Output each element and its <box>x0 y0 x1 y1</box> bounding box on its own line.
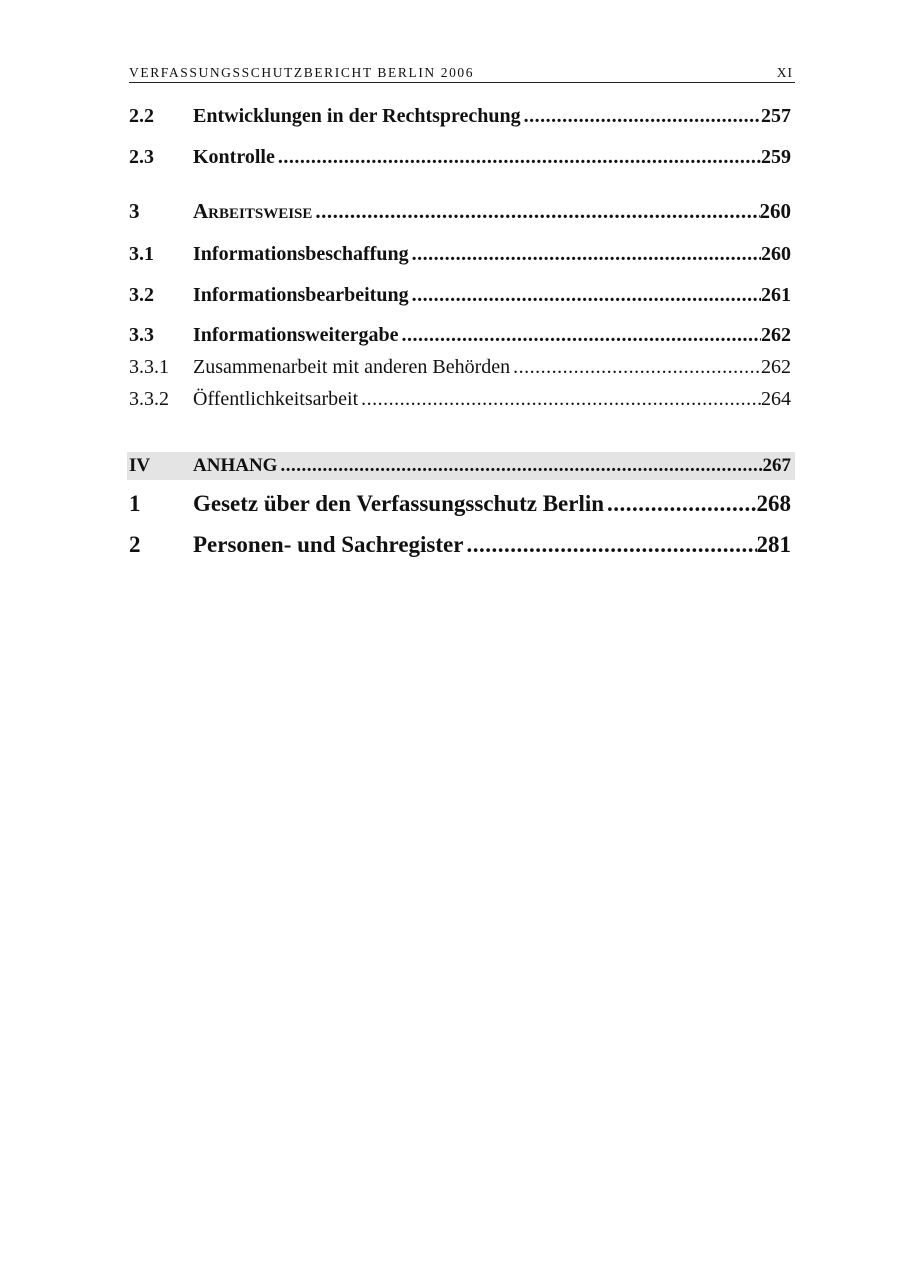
toc-entry-title: ANHANG <box>193 455 278 476</box>
toc-entry-number: 3.3 <box>129 324 154 346</box>
toc-entry-title: Informationsbearbeitung <box>193 284 409 306</box>
toc-dot-leader <box>280 455 762 477</box>
toc-dot-leader <box>278 146 761 169</box>
toc-entry-title: Entwicklungen in der Rechtsprechung <box>193 105 521 127</box>
toc-entry-title: Informationsweitergabe <box>193 324 399 346</box>
toc-dot-leader <box>402 324 761 347</box>
toc-dot-leader <box>412 284 761 307</box>
toc-appendix-entry[interactable] <box>127 452 795 480</box>
toc-entry-title: Kontrolle <box>193 146 275 168</box>
toc-entry-number: 3.1 <box>129 243 154 265</box>
toc-dot-leader <box>361 388 761 411</box>
toc-dot-leader <box>412 243 761 266</box>
toc-entry-title: Öffentlichkeitsarbeit <box>193 388 359 410</box>
toc-dot-leader <box>524 105 761 128</box>
toc-entry[interactable] <box>129 324 791 347</box>
toc-entry-number: 2 <box>129 532 141 557</box>
toc-entry-title: Gesetz über den Verfassungsschutz Berlin <box>193 491 605 516</box>
running-header <box>129 63 795 83</box>
toc-entry-page: 260 <box>761 243 791 265</box>
toc-dot-leader <box>315 199 759 224</box>
toc-entry-title: Informationsbeschaffung <box>193 243 409 265</box>
toc-subentry[interactable] <box>129 356 791 379</box>
toc-entry-page: 257 <box>761 105 791 127</box>
toc-subentry[interactable] <box>129 388 791 411</box>
toc-entry-page: 259 <box>761 146 791 168</box>
toc-entry[interactable] <box>129 532 791 558</box>
toc-dot-leader <box>466 532 756 558</box>
toc-entry-page: 267 <box>762 455 791 476</box>
header-page-number: XI <box>776 65 793 80</box>
toc-dot-leader <box>607 491 756 517</box>
toc-entry[interactable] <box>129 491 791 517</box>
toc-entry-number: 3 <box>129 199 140 223</box>
toc-entry-page: 268 <box>756 491 791 516</box>
toc-entry[interactable] <box>129 243 791 266</box>
toc-entry-title: Zusammenarbeit mit anderen Behörden <box>193 356 511 378</box>
toc-entry[interactable] <box>129 284 791 307</box>
toc-entry-number: IV <box>129 455 151 476</box>
toc-entry-number: 3.3.1 <box>129 356 169 378</box>
toc-entry-page: 281 <box>756 532 791 557</box>
toc-dot-leader <box>513 356 761 379</box>
toc-entry[interactable] <box>129 146 791 169</box>
toc-entry-page: 261 <box>761 284 791 306</box>
toc-chapter-entry[interactable] <box>129 199 791 224</box>
header-title: VERFASSUNGSSCHUTZBERICHT BERLIN 2006 <box>129 65 475 80</box>
toc-entry-title: Arbeitsweise <box>193 199 313 223</box>
toc-entry-number: 1 <box>129 491 141 516</box>
toc-entry-number: 3.3.2 <box>129 388 169 410</box>
toc-entry[interactable] <box>129 105 791 128</box>
toc-entry-page: 264 <box>761 388 791 410</box>
toc-entry-title: Personen- und Sachregister <box>193 532 464 557</box>
toc-entry-number: 3.2 <box>129 284 154 306</box>
toc-entry-number: 2.3 <box>129 146 154 168</box>
toc-entry-page: 260 <box>759 199 791 223</box>
toc-entry-page: 262 <box>761 356 791 378</box>
toc-entry-number: 2.2 <box>129 105 154 127</box>
toc-entry-page: 262 <box>761 324 791 346</box>
